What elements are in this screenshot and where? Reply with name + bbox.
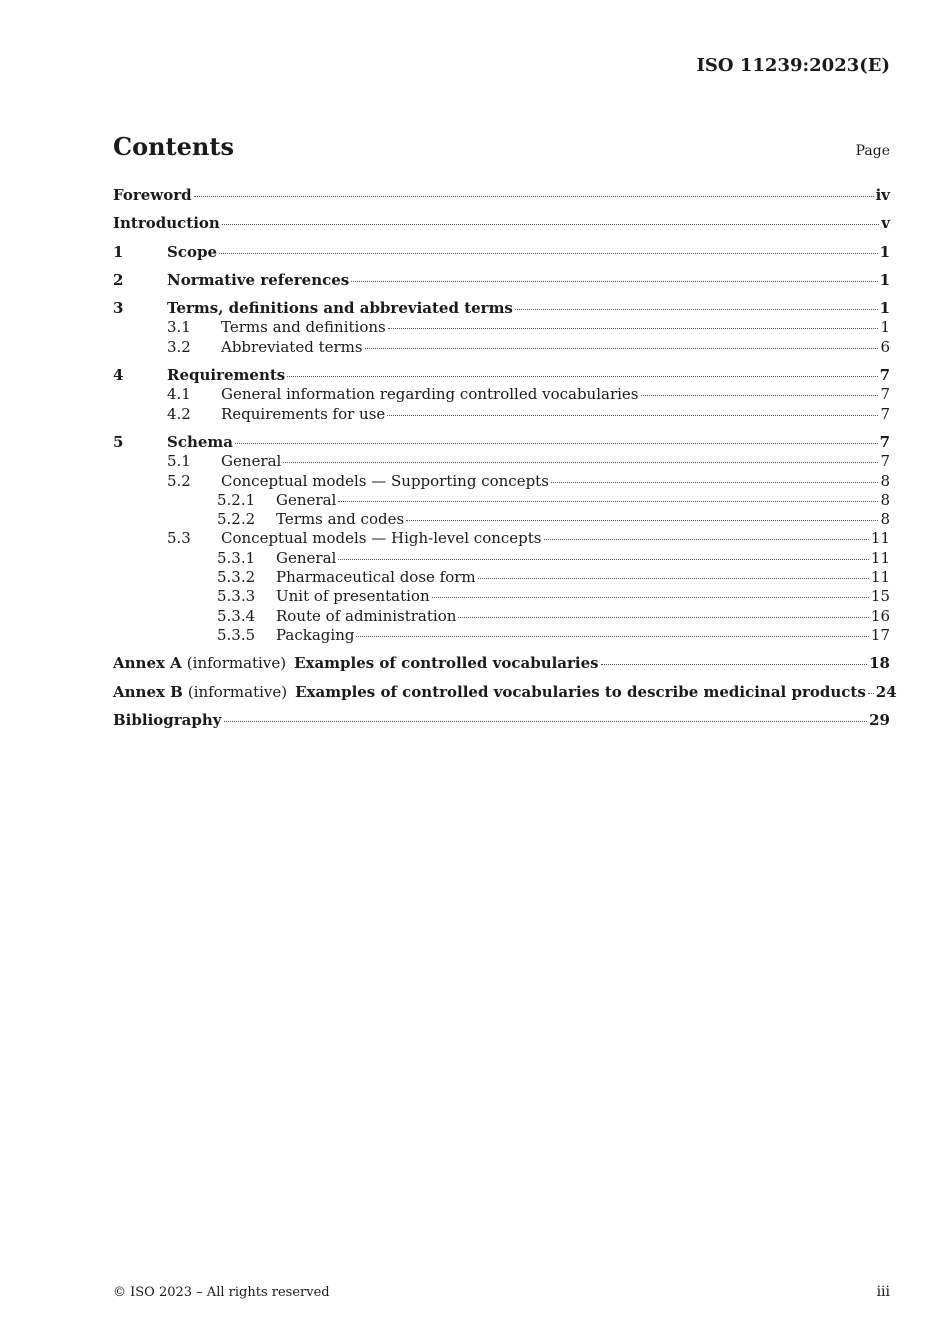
toc-number: 5.3.4 (217, 606, 256, 625)
toc-page: 8 (880, 490, 890, 509)
toc-page: 8 (880, 510, 890, 529)
toc-page: 15 (870, 587, 890, 606)
toc-title: Abbreviated terms (221, 337, 363, 356)
toc-leader (219, 253, 878, 254)
toc-leader (406, 520, 878, 521)
toc-title: Terms and codes (276, 510, 405, 529)
toc-page: 11 (870, 568, 890, 587)
toc-leader (222, 224, 879, 225)
toc-title: Examples of controlled vocabularies to describe medicinal products (295, 682, 866, 701)
toc-entry-4-2[interactable] (113, 405, 890, 424)
toc-leader (224, 721, 868, 722)
toc-page: 1 (879, 299, 890, 318)
toc-page: 7 (880, 404, 890, 423)
toc-leader (351, 281, 877, 282)
toc-leader (194, 196, 874, 197)
toc-title: Pharmaceutical dose form (276, 568, 476, 587)
toc-page: 1 (879, 242, 890, 261)
toc-title: Examples of controlled vocabularies (294, 654, 599, 673)
toc-title: Requirements (167, 366, 286, 385)
contents-header (113, 132, 890, 166)
toc-number: 3 (113, 299, 124, 318)
toc-leader (551, 482, 879, 483)
toc-title: Schema (167, 432, 234, 451)
toc-title: Conceptual models — Supporting concepts (221, 471, 549, 490)
toc-annex-info: (informative) (187, 682, 288, 701)
toc-entry-5-2-1[interactable] (113, 491, 890, 510)
toc-annex-label: Annex B (113, 682, 183, 701)
toc-number: 1 (113, 242, 124, 261)
toc-annex-label: Annex A (113, 654, 182, 673)
toc-title: Conceptual models — High-level concepts (221, 529, 542, 548)
toc-page: 1 (879, 270, 890, 289)
toc-page: 29 (869, 710, 890, 729)
toc-number: 5.2.2 (217, 510, 256, 529)
toc-entry-5-3-4[interactable] (113, 607, 890, 626)
toc-page: 18 (869, 654, 890, 673)
toc-leader (515, 309, 878, 310)
toc-entry-annex-b[interactable] (113, 682, 897, 702)
toc-title: Unit of presentation (276, 587, 430, 606)
toc-number: 3.1 (167, 318, 191, 337)
toc-entry-schema[interactable] (113, 433, 890, 452)
toc-entry-scope[interactable] (113, 243, 890, 262)
page-column-label: Page (855, 143, 890, 159)
toc-page: 24 (875, 682, 897, 701)
toc-entry-5-3-5[interactable] (113, 626, 890, 645)
toc-page: 11 (870, 548, 890, 567)
toc-page: 11 (870, 529, 890, 548)
toc-entry-bibliography[interactable] (113, 711, 890, 730)
toc-page: 7 (880, 385, 890, 404)
toc-entry-3-1[interactable] (113, 318, 890, 337)
toc-number: 5.3 (167, 529, 191, 548)
toc-leader (287, 376, 877, 377)
toc-page: 7 (879, 366, 890, 385)
toc-title: Normative references (167, 270, 350, 289)
toc-leader (432, 597, 869, 598)
toc-number: 5 (113, 432, 124, 451)
toc-title: Terms and definitions (221, 318, 386, 337)
toc-entry-5-1[interactable] (113, 452, 890, 471)
toc-title: Terms, definitions and abbreviated terms (167, 299, 513, 318)
toc-page: 1 (880, 318, 890, 337)
toc-leader (283, 462, 878, 463)
toc-leader (387, 415, 878, 416)
toc-leader (868, 693, 874, 694)
toc-entry-introduction[interactable] (113, 214, 890, 233)
table-of-contents (113, 186, 897, 730)
toc-number: 5.1 (167, 452, 191, 471)
toc-entry-5-3-3[interactable] (113, 587, 890, 606)
toc-entry-requirements[interactable] (113, 366, 890, 385)
toc-number: 3.2 (167, 337, 191, 356)
toc-leader (235, 443, 878, 444)
toc-number: 5.3.1 (217, 548, 256, 567)
toc-leader (458, 617, 869, 618)
toc-title: Foreword (113, 186, 192, 204)
toc-page: 6 (880, 337, 890, 356)
toc-number: 5.2.1 (217, 490, 256, 509)
toc-entry-4-1[interactable] (113, 385, 890, 404)
toc-annex-info: (informative) (186, 654, 287, 673)
toc-number: 2 (113, 270, 124, 289)
toc-entry-annex-a[interactable] (113, 654, 890, 673)
toc-number: 4.2 (167, 404, 191, 423)
toc-title: Bibliography (113, 710, 222, 729)
toc-page: 16 (870, 606, 890, 625)
toc-leader (478, 578, 869, 579)
toc-entry-3-2[interactable] (113, 338, 890, 357)
toc-number: 5.3.3 (217, 587, 256, 606)
toc-title: Introduction (113, 214, 220, 233)
toc-page: iv (875, 186, 890, 204)
toc-title: General (276, 490, 337, 509)
contents-title: Contents (113, 132, 234, 161)
toc-title: General (276, 548, 337, 567)
toc-title: General (221, 452, 282, 471)
toc-page: 17 (870, 625, 890, 644)
toc-leader (365, 348, 879, 349)
toc-page: 8 (880, 471, 890, 490)
toc-page: 7 (880, 452, 890, 471)
toc-title: General information regarding controlled vocabularies (221, 385, 639, 404)
toc-entry-normative-references[interactable] (113, 271, 890, 290)
toc-leader (356, 636, 868, 637)
toc-number: 5.3.2 (217, 568, 256, 587)
toc-leader (544, 539, 869, 540)
toc-entry-terms-definitions[interactable] (113, 299, 890, 318)
toc-leader (641, 395, 879, 396)
toc-leader (601, 664, 868, 665)
document-id: ISO 11239:2023(E) (696, 55, 890, 76)
toc-entry-5-3-1[interactable] (113, 549, 890, 568)
toc-title: Route of administration (276, 606, 457, 625)
toc-title: Requirements for use (221, 404, 386, 423)
toc-page: 7 (879, 432, 890, 451)
footer-copyright: © ISO 2023 – All rights reserved (113, 1285, 330, 1300)
footer-page-number: iii (876, 1284, 890, 1300)
toc-page: v (881, 214, 890, 233)
toc-leader (388, 328, 879, 329)
toc-number: 5.2 (167, 471, 191, 490)
toc-entry-5-3[interactable] (113, 529, 890, 548)
toc-leader (338, 501, 878, 502)
toc-leader (338, 559, 869, 560)
toc-entry-foreword[interactable] (113, 186, 890, 205)
toc-number: 5.3.5 (217, 625, 256, 644)
toc-entry-5-2[interactable] (113, 472, 890, 491)
toc-entry-5-2-2[interactable] (113, 510, 890, 529)
toc-entry-5-3-2[interactable] (113, 568, 890, 587)
toc-title: Packaging (276, 625, 355, 644)
toc-number: 4 (113, 366, 124, 385)
toc-number: 4.1 (167, 385, 191, 404)
toc-title: Scope (167, 242, 218, 261)
